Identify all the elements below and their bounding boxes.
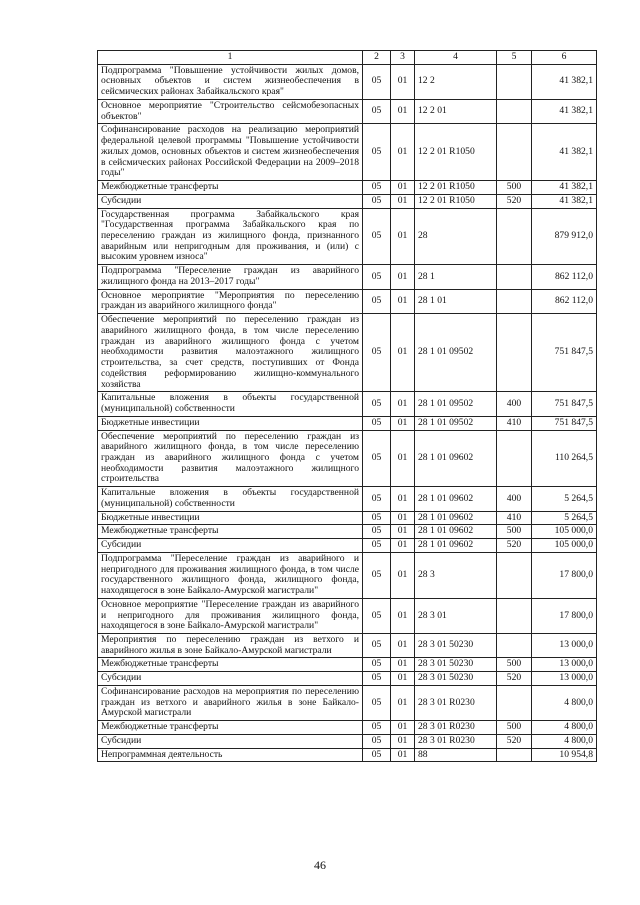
podrazdel-cell: 01 — [391, 181, 415, 195]
razdel-cell: 05 — [363, 734, 391, 748]
amount-cell: 13 000,0 — [532, 658, 597, 672]
expense-type-cell — [497, 633, 532, 657]
podrazdel-cell: 01 — [391, 734, 415, 748]
target-article-cell: 28 1 01 09602 — [415, 487, 497, 511]
table-row — [98, 658, 597, 672]
razdel-cell: 05 — [363, 598, 391, 633]
row-name-cell: Капитальные вложения в объекты государственной (муниципальной) собственности — [98, 487, 363, 511]
podrazdel-cell: 01 — [391, 552, 415, 598]
header-cell: 4 — [415, 51, 497, 65]
expense-type-cell — [497, 99, 532, 123]
table-row — [98, 748, 597, 762]
expense-type-cell — [497, 124, 532, 181]
amount-cell: 5 264,5 — [532, 511, 597, 525]
podrazdel-cell: 01 — [391, 487, 415, 511]
amount-cell: 41 382,1 — [532, 124, 597, 181]
podrazdel-cell: 01 — [391, 289, 415, 313]
razdel-cell: 05 — [363, 552, 391, 598]
razdel-cell: 05 — [363, 721, 391, 735]
row-name-cell: Софинансирование расходов на мероприятия по переселению граждан из ветхого и аварийного жилья в зоне Байкало-Амурской магистрали — [98, 685, 363, 720]
table-body — [98, 51, 597, 762]
amount-cell: 41 382,1 — [532, 181, 597, 195]
target-article-cell: 12 2 01 R1050 — [415, 181, 497, 195]
razdel-cell: 05 — [363, 525, 391, 539]
podrazdel-cell: 01 — [391, 672, 415, 686]
target-article-cell: 28 — [415, 208, 497, 265]
razdel-cell: 05 — [363, 511, 391, 525]
podrazdel-cell: 01 — [391, 99, 415, 123]
target-article-cell: 28 3 01 — [415, 598, 497, 633]
expense-type-cell: 520 — [497, 672, 532, 686]
expense-type-cell: 500 — [497, 525, 532, 539]
table-row — [98, 194, 597, 208]
expense-type-cell — [497, 208, 532, 265]
expense-type-cell: 400 — [497, 392, 532, 416]
target-article-cell: 28 3 01 50230 — [415, 658, 497, 672]
row-name-cell: Софинансирование расходов на реализацию мероприятий федеральной целевой программы "Повышение устойчивости жилых домов, основных объектов и систем жизнеобеспечения в сейсмических районах Российской Федерации на 2009–2018 годы" — [98, 124, 363, 181]
razdel-cell: 05 — [363, 392, 391, 416]
header-cell: 5 — [497, 51, 532, 65]
podrazdel-cell: 01 — [391, 314, 415, 392]
razdel-cell: 05 — [363, 124, 391, 181]
target-article-cell: 28 1 01 09602 — [415, 525, 497, 539]
table-row — [98, 314, 597, 392]
podrazdel-cell: 01 — [391, 748, 415, 762]
expense-type-cell — [497, 685, 532, 720]
header-cell: 1 — [98, 51, 363, 65]
target-article-cell: 28 1 01 09602 — [415, 430, 497, 487]
expense-type-cell — [497, 314, 532, 392]
amount-cell: 13 000,0 — [532, 672, 597, 686]
row-name-cell: Субсидии — [98, 734, 363, 748]
podrazdel-cell: 01 — [391, 658, 415, 672]
target-article-cell: 28 1 01 09502 — [415, 392, 497, 416]
razdel-cell: 05 — [363, 99, 391, 123]
target-article-cell: 28 3 01 R0230 — [415, 721, 497, 735]
amount-cell: 105 000,0 — [532, 539, 597, 553]
razdel-cell: 05 — [363, 289, 391, 313]
razdel-cell: 05 — [363, 194, 391, 208]
razdel-cell: 05 — [363, 64, 391, 99]
expense-type-cell — [497, 552, 532, 598]
amount-cell: 13 000,0 — [532, 633, 597, 657]
row-name-cell: Межбюджетные трансферты — [98, 525, 363, 539]
table-row — [98, 416, 597, 430]
podrazdel-cell: 01 — [391, 721, 415, 735]
target-article-cell: 28 3 01 50230 — [415, 633, 497, 657]
amount-cell: 4 800,0 — [532, 734, 597, 748]
row-name-cell: Субсидии — [98, 672, 363, 686]
amount-cell: 4 800,0 — [532, 721, 597, 735]
row-name-cell: Капитальные вложения в объекты государственной (муниципальной) собственности — [98, 392, 363, 416]
razdel-cell: 05 — [363, 748, 391, 762]
amount-cell: 751 847,5 — [532, 416, 597, 430]
podrazdel-cell: 01 — [391, 511, 415, 525]
target-article-cell: 28 3 01 R0230 — [415, 685, 497, 720]
expense-type-cell: 410 — [497, 416, 532, 430]
row-name-cell: Подпрограмма "Переселение граждан из аварийного и непригодного для проживания жилищного фонда, в том числе государственного жилищного фонда, жилищного фонда, находящегося в зоне Байкало-Амурской магистрали" — [98, 552, 363, 598]
expense-type-cell: 500 — [497, 658, 532, 672]
target-article-cell: 28 1 01 09602 — [415, 539, 497, 553]
table-row — [98, 672, 597, 686]
table-row — [98, 181, 597, 195]
razdel-cell: 05 — [363, 208, 391, 265]
budget-table — [97, 50, 597, 762]
expense-type-cell: 500 — [497, 181, 532, 195]
target-article-cell: 28 1 01 09602 — [415, 511, 497, 525]
table-row — [98, 525, 597, 539]
podrazdel-cell: 01 — [391, 430, 415, 487]
target-article-cell: 28 3 — [415, 552, 497, 598]
podrazdel-cell: 01 — [391, 64, 415, 99]
row-name-cell: Обеспечение мероприятий по переселению граждан из аварийного жилищного фонда, в том числе переселению граждан из аварийного жилищного фонда с учетом необходимости развития малоэтажного жилищного строительства — [98, 430, 363, 487]
amount-cell: 41 382,1 — [532, 194, 597, 208]
target-article-cell: 28 1 01 — [415, 289, 497, 313]
table-row — [98, 734, 597, 748]
expense-type-cell — [497, 265, 532, 289]
podrazdel-cell: 01 — [391, 633, 415, 657]
row-name-cell: Основное мероприятие "Строительство сейсмобезопасных объектов" — [98, 99, 363, 123]
expense-type-cell: 520 — [497, 539, 532, 553]
podrazdel-cell: 01 — [391, 525, 415, 539]
row-name-cell: Государственная программа Забайкальского края "Государственная программа Забайкальского края по переселению граждан из жилищного фонда, признанного аварийным или непригодным для проживания, и (или) с высоким уровнем износа" — [98, 208, 363, 265]
target-article-cell: 12 2 — [415, 64, 497, 99]
expense-type-cell — [497, 598, 532, 633]
razdel-cell: 05 — [363, 672, 391, 686]
amount-cell: 751 847,5 — [532, 314, 597, 392]
razdel-cell: 05 — [363, 685, 391, 720]
table-row — [98, 289, 597, 313]
table-row — [98, 487, 597, 511]
row-name-cell: Непрограммная деятельность — [98, 748, 363, 762]
row-name-cell: Бюджетные инвестиции — [98, 416, 363, 430]
target-article-cell: 12 2 01 — [415, 99, 497, 123]
table-row — [98, 685, 597, 720]
header-row — [98, 51, 597, 65]
amount-cell: 751 847,5 — [532, 392, 597, 416]
table-row — [98, 552, 597, 598]
table-row — [98, 208, 597, 265]
target-article-cell: 28 1 01 09502 — [415, 314, 497, 392]
table-row — [98, 99, 597, 123]
expense-type-cell — [497, 289, 532, 313]
amount-cell: 110 264,5 — [532, 430, 597, 487]
row-name-cell: Межбюджетные трансферты — [98, 658, 363, 672]
amount-cell: 41 382,1 — [532, 99, 597, 123]
row-name-cell: Основное мероприятие "Мероприятия по переселению граждан из аварийного жилищного фонда" — [98, 289, 363, 313]
row-name-cell: Субсидии — [98, 194, 363, 208]
table-row — [98, 392, 597, 416]
target-article-cell: 88 — [415, 748, 497, 762]
podrazdel-cell: 01 — [391, 194, 415, 208]
podrazdel-cell: 01 — [391, 685, 415, 720]
header-cell: 2 — [363, 51, 391, 65]
header-cell: 6 — [532, 51, 597, 65]
table-row — [98, 721, 597, 735]
razdel-cell: 05 — [363, 416, 391, 430]
target-article-cell: 28 1 01 09502 — [415, 416, 497, 430]
razdel-cell: 05 — [363, 314, 391, 392]
amount-cell: 862 112,0 — [532, 289, 597, 313]
row-name-cell: Подпрограмма "Переселение граждан из аварийного жилищного фонда на 2013–2017 годы" — [98, 265, 363, 289]
target-article-cell: 28 1 — [415, 265, 497, 289]
podrazdel-cell: 01 — [391, 416, 415, 430]
expense-type-cell — [497, 430, 532, 487]
row-name-cell: Межбюджетные трансферты — [98, 181, 363, 195]
razdel-cell: 05 — [363, 539, 391, 553]
row-name-cell: Мероприятия по переселению граждан из ветхого и аварийного жилья в зоне Байкало-Амурской магистрали — [98, 633, 363, 657]
table-row — [98, 511, 597, 525]
podrazdel-cell: 01 — [391, 208, 415, 265]
amount-cell: 105 000,0 — [532, 525, 597, 539]
target-article-cell: 28 3 01 R0230 — [415, 734, 497, 748]
expense-type-cell — [497, 748, 532, 762]
amount-cell: 10 954,8 — [532, 748, 597, 762]
amount-cell: 5 264,5 — [532, 487, 597, 511]
table-row — [98, 598, 597, 633]
razdel-cell: 05 — [363, 633, 391, 657]
expense-type-cell — [497, 64, 532, 99]
podrazdel-cell: 01 — [391, 392, 415, 416]
expense-type-cell: 520 — [497, 194, 532, 208]
razdel-cell: 05 — [363, 658, 391, 672]
table-row — [98, 64, 597, 99]
target-article-cell: 12 2 01 R1050 — [415, 124, 497, 181]
table-row — [98, 633, 597, 657]
razdel-cell: 05 — [363, 430, 391, 487]
expense-type-cell: 520 — [497, 734, 532, 748]
table-row — [98, 539, 597, 553]
amount-cell: 4 800,0 — [532, 685, 597, 720]
row-name-cell: Субсидии — [98, 539, 363, 553]
amount-cell: 17 800,0 — [532, 598, 597, 633]
podrazdel-cell: 01 — [391, 265, 415, 289]
expense-type-cell: 400 — [497, 487, 532, 511]
row-name-cell: Бюджетные инвестиции — [98, 511, 363, 525]
podrazdel-cell: 01 — [391, 124, 415, 181]
amount-cell: 879 912,0 — [532, 208, 597, 265]
amount-cell: 41 382,1 — [532, 64, 597, 99]
row-name-cell: Обеспечение мероприятий по переселению граждан из аварийного жилищного фонда, в том числе переселению граждан из аварийного жилищного фонда с учетом необходимости развития малоэтажного жилищного строительства, за счет средств, поступивших от Фонда содействия реформированию жилищно-коммунального хозяйства — [98, 314, 363, 392]
row-name-cell: Подпрограмма "Повышение устойчивости жилых домов, основных объектов и систем жизнеобеспечения в сейсмических районах Забайкальского края" — [98, 64, 363, 99]
table-row — [98, 430, 597, 487]
podrazdel-cell: 01 — [391, 539, 415, 553]
razdel-cell: 05 — [363, 487, 391, 511]
row-name-cell: Основное мероприятие "Переселение граждан из аварийного и непригодного для проживания жилищного фонда, находящегося в зоне Байкало-Амурской магистрали" — [98, 598, 363, 633]
row-name-cell: Межбюджетные трансферты — [98, 721, 363, 735]
expense-type-cell: 500 — [497, 721, 532, 735]
page-number: 46 — [314, 858, 326, 872]
podrazdel-cell: 01 — [391, 598, 415, 633]
table-row — [98, 265, 597, 289]
amount-cell: 862 112,0 — [532, 265, 597, 289]
target-article-cell: 12 2 01 R1050 — [415, 194, 497, 208]
table-row — [98, 124, 597, 181]
header-cell: 3 — [391, 51, 415, 65]
amount-cell: 17 800,0 — [532, 552, 597, 598]
razdel-cell: 05 — [363, 265, 391, 289]
razdel-cell: 05 — [363, 181, 391, 195]
target-article-cell: 28 3 01 50230 — [415, 672, 497, 686]
expense-type-cell: 410 — [497, 511, 532, 525]
